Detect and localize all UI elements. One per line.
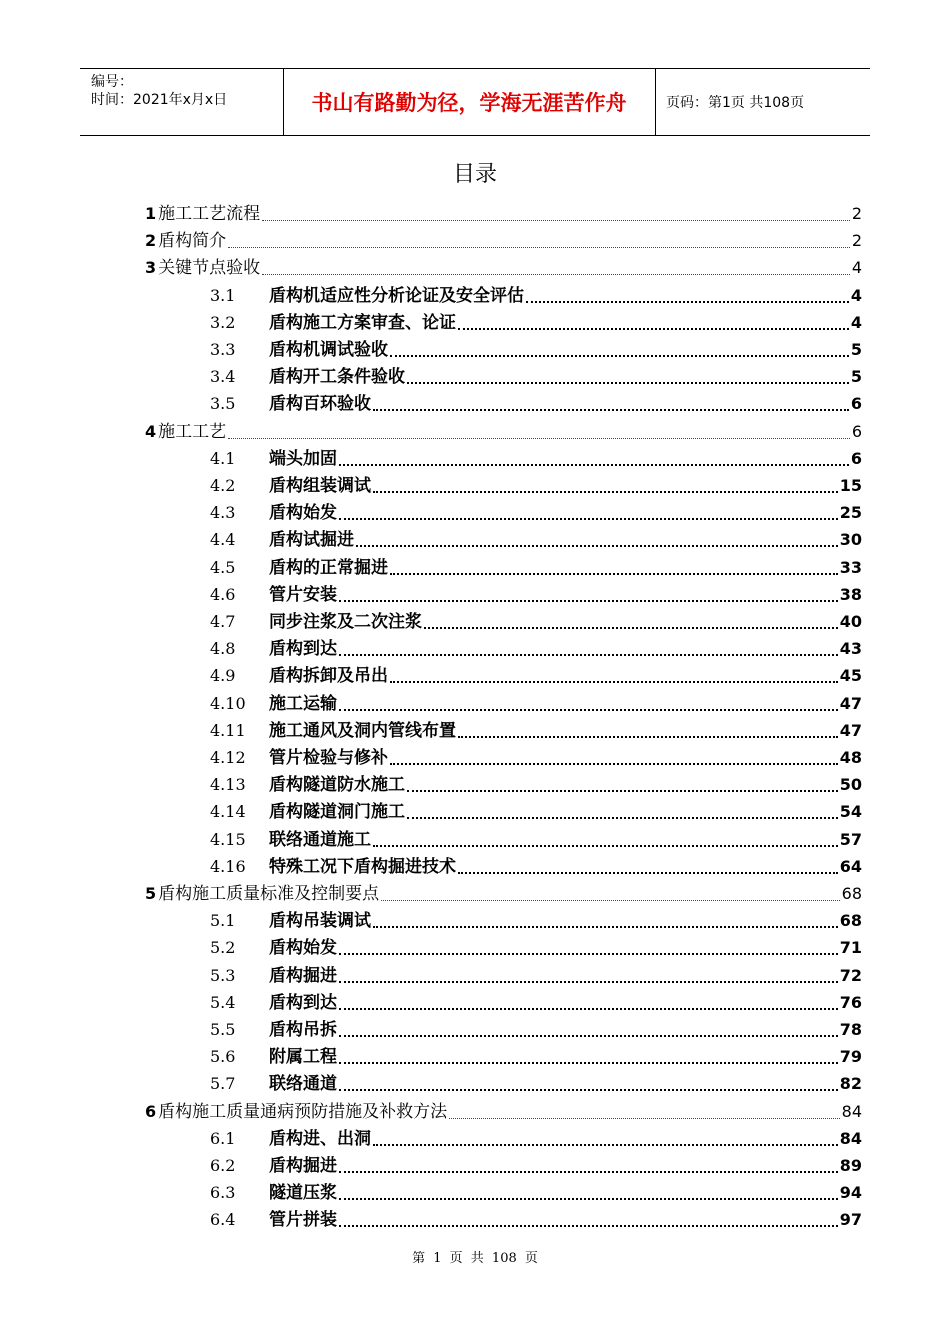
toc-number: 4.5 — [210, 558, 236, 577]
toc-entry[interactable] — [210, 1122, 862, 1149]
toc-entry[interactable] — [210, 605, 862, 632]
toc-leader-dots — [407, 382, 849, 384]
toc-leader-dots — [407, 790, 838, 792]
toc-subsection[interactable] — [0, 741, 950, 768]
toc-leader-dots — [339, 953, 838, 955]
toc-text: 盾构机适应性分析论证及安全评估 — [269, 286, 524, 306]
toc-entry[interactable] — [210, 768, 862, 795]
toc-page-number: 82 — [839, 1074, 862, 1093]
toc-subsection[interactable] — [0, 1203, 950, 1230]
toc-leader-dots — [339, 981, 838, 983]
toc-text: 盾构施工质量标准及控制要点 — [158, 884, 380, 904]
toc-leader-dots — [390, 573, 838, 575]
toc-leader-dots — [339, 1198, 838, 1200]
toc-subsection[interactable] — [0, 1067, 950, 1094]
toc-page-number: 76 — [839, 993, 862, 1012]
toc-leader-dots — [526, 301, 849, 303]
toc-subsection[interactable] — [0, 496, 950, 523]
toc-leader-dots — [449, 1118, 840, 1119]
toc-subsection[interactable] — [0, 1040, 950, 1067]
toc-page-number: 6 — [850, 449, 862, 468]
toc-page-number: 68 — [841, 884, 862, 903]
toc-leader-dots — [373, 491, 838, 493]
toc-text: 盾构开工条件验收 — [269, 367, 405, 387]
toc-page-number: 84 — [841, 1102, 862, 1121]
toc-leader-dots — [373, 845, 838, 847]
toc-text: 盾构百环验收 — [269, 394, 371, 414]
toc-number: 5.1 — [210, 911, 236, 930]
toc-page-number: 15 — [839, 476, 862, 495]
toc-text: 盾构施工质量通病预防措施及补救方法 — [158, 1102, 448, 1122]
toc-subsection[interactable] — [0, 442, 950, 469]
toc-entry[interactable] — [210, 360, 862, 387]
toc-leader-dots — [339, 600, 838, 602]
toc-leader-dots — [339, 518, 838, 520]
toc-leader-dots — [458, 328, 849, 330]
toc-number: 5.5 — [210, 1020, 236, 1039]
toc-page-number: 71 — [839, 938, 862, 957]
toc-subsection[interactable] — [0, 768, 950, 795]
toc-number: 4.12 — [210, 748, 246, 767]
toc-entry[interactable] — [210, 1040, 862, 1067]
toc-page-number: 50 — [839, 775, 862, 794]
toc-number: 5.3 — [210, 966, 236, 985]
toc-text: 盾构始发 — [269, 938, 337, 958]
toc-entry[interactable] — [210, 469, 862, 496]
toc-entry[interactable] — [210, 523, 862, 550]
toc-entry[interactable] — [210, 306, 862, 333]
toc-entry[interactable] — [210, 904, 862, 931]
toc-entry[interactable] — [210, 551, 862, 578]
toc-entry[interactable] — [210, 632, 862, 659]
toc-subsection[interactable] — [0, 605, 950, 632]
toc-subsection[interactable] — [0, 523, 950, 550]
toc-text: 盾构拆卸及吊出 — [269, 666, 388, 686]
toc-text: 盾构施工方案审查、论证 — [269, 313, 456, 333]
toc-entry[interactable] — [210, 387, 862, 414]
toc-subsection[interactable] — [0, 551, 950, 578]
toc-leader-dots — [339, 1225, 838, 1227]
toc-page-number: 54 — [839, 802, 862, 821]
toc-subsection[interactable] — [0, 795, 950, 822]
toc-subsection[interactable] — [0, 387, 950, 414]
toc-number: 4 — [145, 422, 157, 441]
toc-subsection[interactable] — [0, 850, 950, 877]
toc-number: 3.1 — [210, 286, 236, 305]
toc-number: 5.6 — [210, 1047, 236, 1066]
toc-text: 特殊工况下盾构掘进技术 — [269, 857, 456, 877]
page-info: 页码：第1页 共108页 — [666, 95, 805, 111]
toc-page-number: 4 — [850, 313, 862, 332]
header-page-cell — [656, 69, 870, 135]
toc-number: 6 — [145, 1102, 157, 1121]
toc-subsection[interactable] — [0, 469, 950, 496]
page-header — [80, 68, 870, 136]
toc-text: 同步注浆及二次注浆 — [269, 612, 422, 632]
toc-text: 隧道压浆 — [269, 1183, 337, 1203]
toc-number: 4.7 — [210, 612, 236, 631]
toc-page-number: 78 — [839, 1020, 862, 1039]
toc-text: 施工工艺 — [158, 422, 227, 442]
toc-leader-dots — [339, 1035, 838, 1037]
toc-title: 目录 — [452, 162, 497, 187]
toc-leader-dots — [390, 355, 849, 357]
toc-text: 盾构隧道防水施工 — [269, 775, 405, 795]
toc-text: 盾构试掘进 — [269, 530, 354, 550]
toc-subsection[interactable] — [0, 578, 950, 605]
page-footer: 第 1 页 共 108 页 — [412, 1251, 538, 1266]
toc-text: 关键节点验收 — [158, 258, 261, 278]
toc-entry[interactable] — [145, 1095, 862, 1122]
toc-leader-dots — [262, 274, 850, 275]
toc-text: 管片安装 — [269, 585, 337, 605]
toc-page-number: 4 — [851, 258, 862, 277]
toc-entry[interactable] — [210, 741, 862, 768]
toc-page-number: 33 — [839, 558, 862, 577]
toc-page-number: 94 — [839, 1183, 862, 1202]
toc-entry[interactable] — [210, 1176, 862, 1203]
toc-page-number: 4 — [850, 286, 862, 305]
toc-text: 管片检验与修补 — [269, 748, 388, 768]
toc-number: 6.3 — [210, 1183, 236, 1202]
toc-page-number: 2 — [851, 204, 862, 223]
toc-page-number: 47 — [839, 721, 862, 740]
toc-page-number: 6 — [850, 394, 862, 413]
toc-number: 4.13 — [210, 775, 246, 794]
toc-number: 4.15 — [210, 830, 246, 849]
toc-text: 施工通风及洞内管线布置 — [269, 721, 456, 741]
header-meta-cell — [80, 69, 284, 135]
toc-number: 6.1 — [210, 1129, 236, 1148]
toc-number: 4.16 — [210, 857, 246, 876]
toc-leader-dots — [407, 817, 838, 819]
toc-number: 4.10 — [210, 694, 246, 713]
toc-subsection[interactable] — [0, 306, 950, 333]
toc-leader-dots — [339, 709, 838, 711]
toc-text: 盾构隧道洞门施工 — [269, 802, 405, 822]
time-label: 时间：2021年x月x日 — [91, 92, 228, 108]
toc-subsection[interactable] — [0, 931, 950, 958]
toc-subsection[interactable] — [0, 1013, 950, 1040]
toc-number: 3.3 — [210, 340, 236, 359]
toc-page-number: 45 — [839, 666, 862, 685]
toc-number: 3.2 — [210, 313, 236, 332]
toc-leader-dots — [424, 627, 838, 629]
toc-page-number: 40 — [839, 612, 862, 631]
toc-number: 3.5 — [210, 394, 236, 413]
toc-section[interactable] — [0, 197, 950, 224]
toc-leader-dots — [339, 1062, 838, 1064]
toc-number: 5.7 — [210, 1074, 236, 1093]
toc-page-number: 25 — [839, 503, 862, 522]
toc-text: 施工运输 — [269, 694, 337, 714]
toc-entry[interactable] — [210, 959, 862, 986]
toc-subsection[interactable] — [0, 823, 950, 850]
toc-subsection[interactable] — [0, 632, 950, 659]
toc-leader-dots — [339, 654, 838, 656]
toc-page-number: 48 — [839, 748, 862, 767]
toc-entry[interactable] — [210, 659, 862, 686]
toc-entry[interactable] — [210, 931, 862, 958]
toc-number: 4.1 — [210, 449, 236, 468]
toc-subsection[interactable] — [0, 904, 950, 931]
toc-section[interactable] — [0, 251, 950, 278]
toc-page-number: 57 — [839, 830, 862, 849]
toc-subsection[interactable] — [0, 659, 950, 686]
toc-number: 5.4 — [210, 993, 236, 1012]
toc-entry[interactable] — [145, 877, 862, 904]
toc-text: 盾构掘进 — [269, 1156, 337, 1176]
toc-page-number: 72 — [839, 966, 862, 985]
toc-entry[interactable] — [210, 687, 862, 714]
toc-text: 盾构机调试验收 — [269, 340, 388, 360]
toc-leader-dots — [339, 464, 849, 466]
toc-number: 2 — [145, 231, 157, 250]
header-motto-cell — [283, 69, 656, 135]
toc-number: 6.4 — [210, 1210, 236, 1229]
toc-page-number: 89 — [839, 1156, 862, 1175]
toc-text: 盾构到达 — [269, 993, 337, 1013]
toc-number: 5.2 — [210, 938, 236, 957]
toc-entry[interactable] — [210, 850, 862, 877]
toc-leader-dots — [458, 736, 838, 738]
toc-number: 4.9 — [210, 666, 236, 685]
toc-page-number: 30 — [839, 530, 862, 549]
toc-number: 4.14 — [210, 802, 246, 821]
toc-section[interactable] — [0, 415, 950, 442]
toc-text: 管片拼装 — [269, 1210, 337, 1230]
toc-text: 盾构的正常掘进 — [269, 558, 388, 578]
toc-page-number: 79 — [839, 1047, 862, 1066]
toc-subsection[interactable] — [0, 714, 950, 741]
toc-leader-dots — [373, 926, 838, 928]
toc-number: 3.4 — [210, 367, 236, 386]
toc-leader-dots — [339, 1171, 838, 1173]
toc-page-number: 6 — [851, 422, 862, 441]
toc-entry[interactable] — [210, 795, 862, 822]
toc-page-number: 38 — [839, 585, 862, 604]
toc-leader-dots — [373, 1144, 838, 1146]
toc-subsection[interactable] — [0, 687, 950, 714]
toc-section[interactable] — [0, 224, 950, 251]
toc-number: 5 — [145, 884, 157, 903]
toc-subsection[interactable] — [0, 986, 950, 1013]
toc-entry[interactable] — [145, 224, 862, 251]
toc-leader-dots — [339, 1089, 838, 1091]
toc-page-number: 97 — [839, 1210, 862, 1229]
toc-subsection[interactable] — [0, 959, 950, 986]
toc-entry[interactable] — [210, 1013, 862, 1040]
toc-entry[interactable] — [210, 333, 862, 360]
toc-entry[interactable] — [210, 442, 862, 469]
toc-text: 联络通道 — [269, 1074, 337, 1094]
toc-entry[interactable] — [210, 1149, 862, 1176]
toc-entry[interactable] — [145, 415, 862, 442]
toc-entry[interactable] — [210, 986, 862, 1013]
toc-number: 6.2 — [210, 1156, 236, 1175]
toc-subsection[interactable] — [0, 279, 950, 306]
toc-section[interactable] — [0, 877, 950, 904]
toc-entry[interactable] — [210, 578, 862, 605]
toc-leader-dots — [339, 1008, 838, 1010]
toc-page-number: 5 — [850, 340, 862, 359]
toc-page-number: 47 — [839, 694, 862, 713]
toc-page-number: 64 — [839, 857, 862, 876]
toc-page-number: 43 — [839, 639, 862, 658]
toc-entry[interactable] — [145, 251, 862, 278]
toc-number: 4.4 — [210, 530, 236, 549]
toc-subsection[interactable] — [0, 333, 950, 360]
toc-text: 盾构吊拆 — [269, 1020, 337, 1040]
toc-number: 4.6 — [210, 585, 236, 604]
toc-leader-dots — [390, 763, 838, 765]
toc-entry[interactable] — [210, 1067, 862, 1094]
toc-leader-dots — [262, 220, 850, 221]
toc-text: 盾构简介 — [158, 231, 227, 251]
toc-entry[interactable] — [210, 714, 862, 741]
toc-page-number: 2 — [851, 231, 862, 250]
toc-text: 盾构到达 — [269, 639, 337, 659]
toc-leader-dots — [373, 409, 849, 411]
toc-leader-dots — [458, 872, 838, 874]
toc-section[interactable] — [0, 1095, 950, 1122]
toc-number: 1 — [145, 204, 157, 223]
toc-number: 4.3 — [210, 503, 236, 522]
toc-subsection[interactable] — [0, 1176, 950, 1203]
toc-text: 附属工程 — [269, 1047, 337, 1067]
toc-text: 端头加固 — [269, 449, 337, 469]
toc-text: 盾构掘进 — [269, 966, 337, 986]
toc-entry[interactable] — [210, 823, 862, 850]
toc-subsection[interactable] — [0, 360, 950, 387]
code-label: 编号： — [91, 74, 133, 90]
toc-text: 盾构组装调试 — [269, 476, 371, 496]
toc-entry[interactable] — [145, 197, 862, 224]
motto-text: 书山有路勤为径，学海无涯苦作舟 — [311, 90, 627, 115]
toc-subsection[interactable] — [0, 1149, 950, 1176]
toc-page-number: 84 — [839, 1129, 862, 1148]
toc-entry[interactable] — [210, 496, 862, 523]
toc-entry[interactable] — [210, 1203, 862, 1230]
toc-text: 盾构进、出洞 — [269, 1129, 371, 1149]
toc-text: 施工工艺流程 — [158, 204, 261, 224]
toc-leader-dots — [228, 438, 850, 439]
toc-text: 联络通道施工 — [269, 830, 371, 850]
toc-text: 盾构吊装调试 — [269, 911, 371, 931]
toc-text: 盾构始发 — [269, 503, 337, 523]
toc-leader-dots — [228, 247, 850, 248]
toc-number: 3 — [145, 258, 157, 277]
toc-number: 4.11 — [210, 721, 246, 740]
toc-leader-dots — [356, 545, 838, 547]
toc-subsection[interactable] — [0, 1122, 950, 1149]
toc-number: 4.8 — [210, 639, 236, 658]
toc-number: 4.2 — [210, 476, 236, 495]
toc-entry[interactable] — [210, 279, 862, 306]
toc-leader-dots — [390, 681, 838, 683]
toc-leader-dots — [381, 900, 840, 901]
toc-page-number: 68 — [839, 911, 862, 930]
toc-page-number: 5 — [850, 367, 862, 386]
